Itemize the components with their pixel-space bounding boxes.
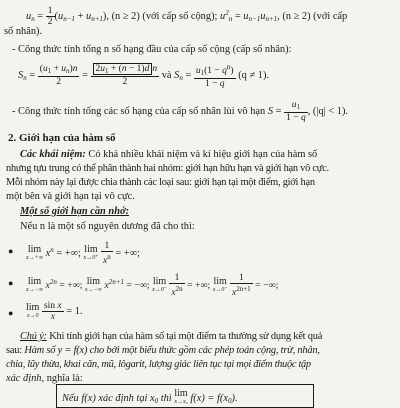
line-2: số nhân). <box>4 26 43 37</box>
paragraph-1-line-4: một bên và giới hạn tại vô cực. <box>6 191 135 202</box>
note-line-1 <box>20 331 322 343</box>
paragraph-1-line-1 <box>20 149 317 161</box>
formula-sum: $S_n$ = $\frac{(u_1 + u_n)n}{2}$ = $\frac{2u_1 + (n - 1)d n}{2}$ và $S_n$ = $\frac{u_1(1 - q^n)}{1 - q}$ (q ≠ 1). <box>18 63 270 89</box>
line-3: - Công thức tính tổng n số hạng đầu của cấp số cộng (cấp số nhân): <box>12 44 292 55</box>
word-and: và <box>161 69 172 81</box>
line-recurrence: $u_n$ = $\frac{1}{2}$ $(u_{n-1} + u_{n+1})$, (n ≥ 2) (với cấp số cộng); $u^2_n = u_{n-1}u_{n+1}$, (n ≥ 2) (với cấp <box>26 6 348 27</box>
concepts-rest: Có khá nhiều khái niệm và kí hiệu giới hạn của hàm số <box>85 149 318 160</box>
theorem-content: Nếu f(x) xác định tại $x_0$ thì lim x→x₀ $f(x) = f(x_0)$. <box>62 388 238 405</box>
note-label: Chú ý: <box>20 331 47 342</box>
theorem-text <box>62 389 238 407</box>
concepts-label: Các khái niệm: <box>20 149 86 160</box>
note-line-2-prefix: sau: <box>6 345 25 356</box>
limit-bullet-1: lim x→+∞ $x^n$ = +∞; lim x→0⁺ $\frac{1}{x^n}$ = +∞; <box>26 241 140 267</box>
section-heading: 2. Giới hạn của hàm số <box>8 132 116 144</box>
fraction-half: $\frac{1}{2}$ <box>47 6 53 27</box>
line-5-text: - Công thức tính tổng các số hạng của cấp số nhân lùi vô hạn <box>12 105 266 117</box>
note-line-2-italic: Hàm số y = f(x) cho bởi một biểu thức gồm các phép toán cộng, trừ, nhân, <box>24 345 320 356</box>
note-line-2 <box>6 345 320 357</box>
bullet-icon: ● <box>8 278 14 288</box>
bullet-icon: ● <box>8 308 14 318</box>
note-line-3: chia, lũy thừa, khai căn, mũ, lôgarit, lượng giác liên tục tại mọi điểm thuộc tập <box>6 359 311 370</box>
line-5: - Công thức tính tổng các số hạng của cấp số nhân lùi vô hạn S = $\frac{u_1}{1 - q}$ , (|q| < 1). <box>12 100 349 123</box>
paragraph-2: Nếu n là một số nguyên dương đã cho thì: <box>20 221 195 232</box>
paragraph-1-line-3: Mỗi nhóm này lại được chia thành các loại sau: giới hạn tại một điểm, giới hạn <box>6 177 315 188</box>
note-line-4-italic: xác định <box>6 373 42 384</box>
recurrence-condition-geo: (n ≥ 2) (với cấp <box>282 10 348 22</box>
note-line-1-text: Khi tính giới hạn của hàm số tại một điểm ta thường sử dụng kết quả <box>46 331 323 342</box>
paragraph-1-line-2: nhưng tựu trung có thể phân thành hai nhóm: giới hạn hữu hạn và giới hạn vô cực. <box>6 163 329 174</box>
condition-abs-q: , (|q| < 1). <box>307 105 349 117</box>
limit-bullet-3: lim x→0 $\frac{\text{sin x}}{x}$ = 1. <box>26 301 83 323</box>
note-line-4-rest: , nghĩa là: <box>41 373 83 384</box>
subheading-limits: Một số giới hạn cần nhớ: <box>20 206 130 217</box>
condition-q: (q ≠ 1). <box>238 69 270 81</box>
bullet-icon: ● <box>8 246 14 256</box>
limit-bullet-2: lim x→−∞ $x^{2n}$ = +∞; lim x→−∞ $x^{2n+1}$ = −∞; lim x→0⁻ $\frac{1}{x^{2n}}$ = +∞; lim x→0⁻ $\frac{1}{x^{2n+1}}$ = −∞; <box>26 273 279 299</box>
recurrence-condition-arith: (n ≥ 2) (với cấp số cộng); <box>111 10 218 22</box>
